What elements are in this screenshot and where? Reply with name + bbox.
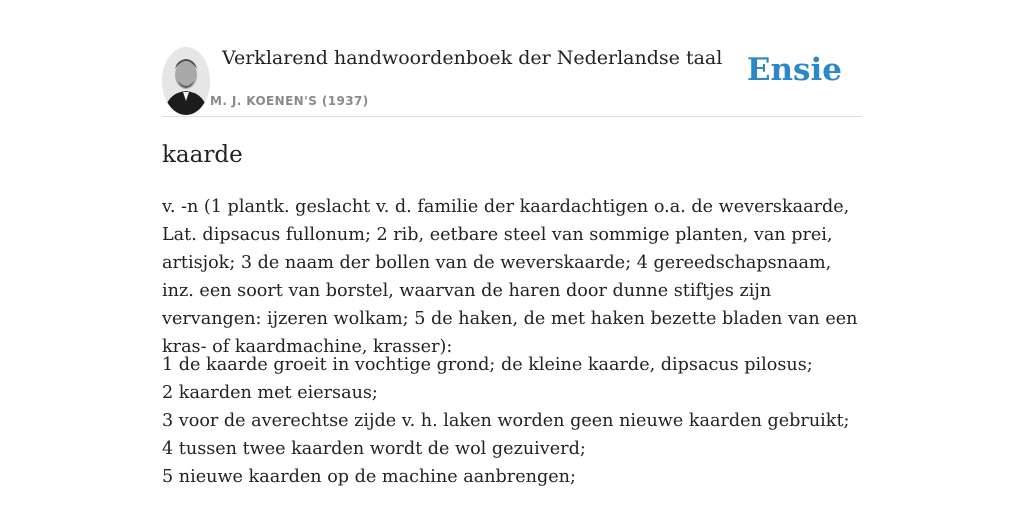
author-portrait-icon [162,47,210,115]
entry-headword: kaarde [162,142,243,168]
example-item: 1 de kaarde groeit in vochtige grond; de kleine kaarde, dipsacus pilosus; [162,355,813,375]
book-title: Verklarend handwoordenboek der Nederlandse taal [222,47,723,69]
ensie-logo-link[interactable]: Ensie [746,52,842,88]
example-item: 3 voor de averechtse zijde v. h. laken worden geen nieuwe kaarden gebruikt; [162,411,850,431]
entry-definition: v. -n (1 plantk. geslacht v. d. familie der kaardachtigen o.a. de weverskaarde, Lat. dipsacus fullonum; 2 rib, eetbare steel van sommige planten, van prei, artisjok; 3 de naam der bollen van de weverskaarde; 4 gereedschapsnaam, inz. een soort van borstel, waarvan de haren door dunne stiftjes zijn vervangen: ijzeren wolkam; 5 de haken, de met haken bezette bladen van een kras- of kaardmachine, krasser): [162,197,858,357]
example-item: 4 tussen twee kaarden wordt de wol gezuiverd; [162,439,586,459]
example-item: 2 kaarden met eiersaus; [162,383,378,403]
dictionary-header [162,40,862,117]
example-list [162,351,862,491]
example-item: 5 nieuwe kaarden op de machine aanbrengen; [162,467,576,487]
author-byline: M. J. KOENEN'S (1937) [210,94,369,108]
